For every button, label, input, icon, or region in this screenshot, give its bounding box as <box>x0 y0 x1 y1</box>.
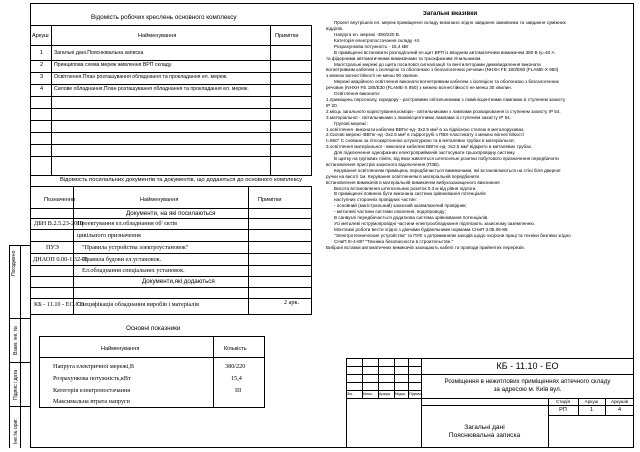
sheet-title-1: Загальні дані <box>464 424 505 431</box>
notes-line: Категорія електропостачання складу -III. <box>334 37 421 43</box>
indicator-value: 15,4 <box>231 375 242 382</box>
col-qty-header: Кількість <box>224 346 247 352</box>
reference-docs-table <box>30 186 312 315</box>
notes-line: Напруга ел. мережі -380/220 В. <box>334 32 401 38</box>
notes-line: наступних сторонніх провідних частин: <box>334 197 417 203</box>
row-name: Освітлення.План розташування обладнання та прокладання ел. мереж. <box>54 74 228 80</box>
indicators-table <box>39 336 265 408</box>
col-sign: Підпис <box>409 392 421 396</box>
row-sheet: 3 <box>40 74 44 80</box>
notes-line: Мережі аварійного освітлення виконати вогнетривким кабелем з ізоляцією та оболонкою з безгалогенних <box>334 79 559 85</box>
inv-sub-label: Взам. інв. № <box>13 325 19 355</box>
project-description-2: за адресою м. Київ вул. <box>493 386 562 393</box>
indicator-name: Розрахункова потужність,кВт <box>53 375 131 382</box>
notes-line: 2.місць загального користування,комори - світильниками з лампами розжарювання із ступенем захисту IP 54. <box>326 108 561 114</box>
indicators-title: Основні показники <box>126 325 181 332</box>
project-description-1: Розміщення в нежитлових приміщеннях аптечного складу <box>444 378 611 385</box>
notes-line: Групові мережі : <box>334 120 369 126</box>
stage-value: РП <box>559 407 567 413</box>
col-sheet: Аркуш <box>379 392 391 396</box>
ref-name: Проектування ел.обладнання об' єктів <box>77 220 178 227</box>
indicator-name: Напруга електричної мережі,В <box>53 363 135 370</box>
indicator-name: Категорія електропостачання <box>53 387 131 394</box>
attached-code: КБ - 11.10 - ЕО.СО <box>34 301 85 308</box>
col-name-header: Найменування <box>101 346 140 352</box>
sign-date-label: Підпис і дата <box>13 369 19 400</box>
notes-line: Магістральні мережі до щита посилової сигналізації та вентиляторами димовидалення виконати <box>334 61 541 67</box>
notes-line: IP 20. <box>326 102 338 108</box>
reference-docs-title: Відомость посилальних документів та документів, що додаються до основного комплексу <box>60 177 303 183</box>
notes-line: ручки на висоті 1м. Керування освітленням в матеріальній передбачити <box>326 173 480 179</box>
notes-line: 2.Силові мережі -ВВГнг-нд -3х2.5 мм² в гофротрубі з ПВХ-пластикату з межею вогнестійкості <box>326 132 524 138</box>
agreed-label: Погоджено <box>11 250 17 276</box>
notes-line: В приміщенні повинна бути виконана система зрівнювання потенціалів <box>334 191 486 197</box>
indicator-value: III <box>235 387 242 394</box>
section-referenced: Документи, на які посилаються <box>126 210 216 217</box>
row-name: Принципова схема мереж живлення ВРП складу. <box>54 62 173 68</box>
ref-code: ПУЭ <box>46 244 59 251</box>
notes-line: відділів. <box>326 26 344 32</box>
col-name-header: Найменування <box>138 33 177 39</box>
notes-line: - металеві частини системи опалення, водопроводу; <box>334 209 446 215</box>
row-sheet: 4 <box>40 86 44 92</box>
sheets-label: Аркушів <box>610 399 629 404</box>
notes-line: t=650° С схована за гіпсокартонною штукатуркою та в металевих трубах в матеріальної; <box>326 138 515 144</box>
ref-name: цивільного призначення <box>77 232 141 239</box>
section-attached: Документи,які додаються <box>142 278 215 285</box>
notes-line: - основний (магістральний) захисний заземлюючий провідник; <box>334 203 467 209</box>
col-doc: №док. <box>395 392 407 396</box>
notes-line: Усі металеві нструмопровідні частини електрообладнання підлягають захисному заземленню. <box>334 221 536 227</box>
attached-name: Специфікація обладнання виробів і матеріалів <box>77 301 200 308</box>
row-name: Силове обладнання.План розташування обладнання та прокладання ел. мереж. <box>54 86 249 92</box>
notes-line: Проект внутрішніх ел. мереж приміщення складу виконано згідно завдання замовника та завдання суміжних <box>334 20 566 26</box>
col-notes-header: Примітки <box>258 197 282 203</box>
col-name-header: Найменування <box>140 197 179 203</box>
col-zm: Зм. <box>347 392 353 396</box>
col-qty: Кільк. <box>363 392 373 396</box>
notes-line: Монтажні роботи вести згідно з діючими будівельними нормами СНиП 3.05.06-85 <box>334 226 508 232</box>
notes-line: вогнетривким кабелем з ізоляцією та оболонкою з безгалогенних речовин (NHXH FE 180/E90 (FLAME-X 950) <box>326 67 559 73</box>
general-notes-body <box>326 20 632 250</box>
notes-line: В щитку на групових лініях, від яких живляться штепсельні розетки побутового призначення передбачити <box>334 156 559 162</box>
col-code-header: Позначення <box>44 197 75 203</box>
inv-no-label: Інв.№ ориг. <box>13 418 19 444</box>
col-notes-header: Примітки <box>275 33 299 39</box>
attached-note: 2 арк. <box>284 299 300 306</box>
notes-line: В санвузлі передбачається додаткова система зрівнювання потенціалів. <box>334 215 489 221</box>
general-notes-title: Загальні вказівки <box>423 11 478 17</box>
notes-line: встановлення пристрів захисного відключення (ПЗВ). <box>326 161 440 167</box>
document-code: КБ - 11.10 - ЕО <box>496 361 559 371</box>
row-name: Загальні дані.Пояснювальна записка <box>54 50 144 56</box>
ref-code: ДНАОП 0.00-1.32-01 <box>33 256 89 263</box>
notes-line: Вибрані вставки автоматичних вимикачів захищають кабелі та проводи прийнятих перерезів. <box>326 244 525 250</box>
notes-line: В приміщенні встановити розподільчий ел.щит ВРП із вводним автоматичним вимикачем 380 В Iу=40 А <box>334 49 555 55</box>
drawings-list-title: Відомість робочих креслень основного комплексу <box>91 14 237 21</box>
notes-line: "Электротехнические устройства" та ПУЕ з дотриманням заходів щодо охорони праці та техніки безпеки згідно <box>334 232 571 238</box>
drawings-list-table <box>30 25 312 176</box>
ref-name: Правила будови ел.установок. <box>82 256 162 263</box>
ref-name: "Правила устройства электроустановок" <box>82 244 189 251</box>
sheet-value: 1 <box>589 407 594 413</box>
row-sheet: 1 <box>40 50 44 56</box>
notes-line: СНиП III-4-80* "Техника безопасности в строительстве." <box>334 238 454 244</box>
notes-line: 1.освітлення -виконати кабелем ВВГнг-нд- 3х2.5 мм² в за підвісною стелею в металорукавах. <box>326 126 525 132</box>
general-notes <box>326 11 632 271</box>
notes-line: Керування освітленням приміщень передбачається вимикачами, які встановлюються на стіні біля дверної <box>334 167 561 173</box>
notes-line: 3.освітлення матеріальної - виконати кабелем ВВГнг-нд- 3х2.5 мм² відкрито в металевих трубах. <box>326 144 533 150</box>
notes-line: 3.матеріальної - світильниками з люмінісцентними лампами зі ступенем захисту IP 54. <box>326 114 511 120</box>
notes-line: Розрахункова потужність - 15,4 кВт <box>334 43 409 49</box>
ref-name: Ел.обладнання спеціальних установок. <box>82 267 185 274</box>
indicator-value: 380/220 <box>225 363 246 370</box>
indicator-name: Максимальна втрата напруги <box>53 398 130 405</box>
notes-line: Для підключення однофазних електроприймачів застосувати трьохпровідну систему. <box>334 150 516 156</box>
notes-line: Висота встановлення штепсельних розеток 0,3 м від рівня підлоги. <box>334 185 477 191</box>
notes-line: та фідерними автоматичними вимикачами та трьохфазним лічильником. <box>326 55 482 61</box>
sheet-label: Аркуш <box>584 399 599 404</box>
notes-line: з межею вогнестійкості не менш 90 хвилин. <box>326 73 419 79</box>
notes-line: речовин (NHXH FE 180/E30 (FLAME-X 950) з межею вогнестійкості не менш 30 хвилин. <box>326 85 513 91</box>
notes-line: 1.приміщень персоналу, коридору - растровими світильниками з люмінісцентними лампами зі ступенем захисту <box>326 96 566 102</box>
sheet-title-2: Пояснювальна записка <box>448 432 521 439</box>
sheets-value: 4 <box>617 407 622 413</box>
col-sheet-header: Аркуш <box>32 33 49 39</box>
notes-line: встановлення вимикачів в матеріальній вимикачем вибухозахищеного виконання <box>326 179 500 185</box>
ref-code: ДБН В.2.5.23-2010 <box>34 220 84 227</box>
stage-label: Стадія <box>555 399 571 404</box>
row-sheet: 2 <box>40 62 44 68</box>
notes-line: Освітлення виконати: <box>334 91 380 97</box>
